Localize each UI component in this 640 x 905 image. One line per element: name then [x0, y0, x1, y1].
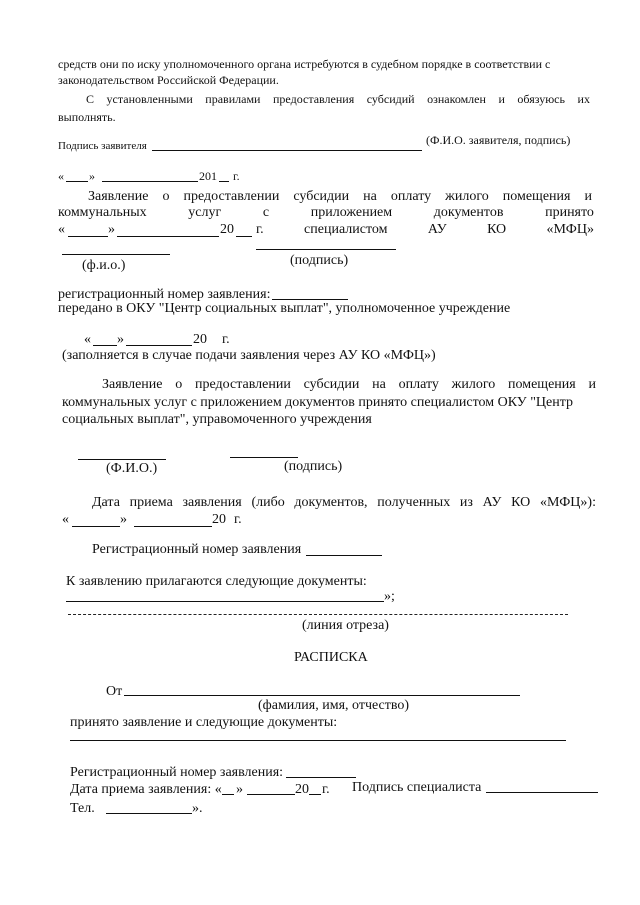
date-month-field[interactable]	[126, 345, 192, 346]
registration-label: Регистрационный номер заявления	[92, 542, 302, 557]
signature-label: Подпись заявителя	[58, 140, 147, 152]
word: и	[588, 377, 596, 392]
word: субсидий	[366, 92, 415, 106]
word: Заявление	[102, 377, 163, 392]
word: КО	[511, 495, 531, 510]
word: субсидии	[293, 189, 350, 204]
signature-hint: (Ф.И.О. заявителя, подпись)	[426, 133, 571, 147]
date-suffix: г.	[233, 169, 240, 183]
registration-label: регистрационный номер заявления:	[58, 287, 271, 302]
note-line: (заполняется в случае подачи заявления через АУ КО «МФЦ»)	[62, 348, 436, 363]
word: (либо	[251, 495, 285, 510]
attachments-label: К заявлению прилагаются следующие документы:	[66, 574, 367, 589]
tel-field[interactable]	[106, 813, 192, 814]
date-open-quote: «	[62, 512, 69, 527]
date-year-field[interactable]	[219, 181, 229, 182]
paragraph-line: средств они по иску уполномоченного органа истребуются в судебном порядке в соответствии с	[58, 57, 551, 71]
date-close-quote: »	[117, 332, 124, 347]
date-suffix: г.	[322, 782, 330, 797]
word: приложением	[310, 205, 393, 220]
word: коммунальных	[58, 205, 147, 220]
date-month-field[interactable]	[117, 236, 219, 237]
signature-field[interactable]	[256, 249, 396, 250]
word: предоставлении	[195, 377, 291, 392]
word: субсидии	[303, 377, 360, 392]
cut-line	[68, 614, 568, 615]
signature-field[interactable]	[230, 457, 298, 458]
date-suffix: г.	[234, 512, 242, 527]
word: Заявление	[88, 189, 149, 204]
word: их	[577, 92, 590, 106]
word: установленными	[106, 92, 193, 106]
date-day-field[interactable]	[93, 345, 117, 346]
word: помещения	[507, 377, 576, 392]
date-label: Дата приема заявления: «	[70, 782, 222, 797]
word: правилами	[205, 92, 261, 106]
date-open-quote: «	[58, 222, 65, 237]
date-year-field[interactable]	[309, 794, 321, 795]
fio-field[interactable]	[78, 459, 166, 460]
word: обязуюсь	[517, 92, 565, 106]
date-year: 201	[199, 169, 217, 183]
word: жилого	[445, 189, 489, 204]
word: С	[86, 92, 95, 106]
block2-line2: коммунальных услуг с приложением документов принято специалистом ОКУ "Центр	[62, 395, 574, 410]
date-open-quote: «	[84, 332, 91, 347]
specialist-signature-field[interactable]	[486, 792, 598, 793]
word: АУ	[427, 222, 447, 237]
block2-line3: социальных выплат", управомоченного учреждения	[62, 412, 372, 427]
from-field[interactable]	[124, 695, 520, 696]
word: документов	[433, 205, 504, 220]
word: предоставлении	[183, 189, 280, 204]
fio-hint: (Ф.И.О.)	[106, 461, 158, 476]
paragraph-line-justified	[86, 93, 590, 105]
date-day-field[interactable]	[66, 181, 88, 182]
signature-hint: (подпись)	[290, 253, 349, 268]
block1-line3-words	[256, 223, 594, 237]
word: на	[363, 189, 377, 204]
word: приема	[129, 495, 173, 510]
registration-label: Регистрационный номер заявления:	[70, 765, 284, 780]
word: на	[372, 377, 386, 392]
word: специалистом	[304, 222, 388, 237]
tel-label: Тел.	[70, 801, 95, 816]
date-month-field[interactable]	[247, 794, 295, 795]
tel-line-end: ».	[192, 801, 203, 816]
word: «МФЦ»):	[539, 495, 596, 510]
word: ознакомлен	[427, 92, 486, 106]
cut-line-label: (линия отреза)	[302, 618, 389, 633]
date-open-quote: «	[58, 169, 64, 183]
transfer-line: передано в ОКУ "Центр социальных выплат", уполномоченное учреждение	[58, 301, 511, 316]
date-close-quote: »	[120, 512, 127, 527]
attachments-line-end: »;	[384, 589, 395, 604]
accepted-line: принято заявление и следующие документы:	[70, 715, 338, 730]
date-day-field[interactable]	[222, 794, 234, 795]
signature-field[interactable]	[152, 150, 422, 151]
word: Дата	[92, 495, 120, 510]
specialist-signature-label: Подпись специалиста	[352, 780, 482, 795]
date-close-quote: »	[236, 782, 243, 797]
paragraph-line: законодательством Российской Федерации.	[58, 73, 279, 87]
word: КО	[487, 222, 507, 237]
receipt-title: РАСПИСКА	[294, 650, 368, 665]
word: оплату	[390, 189, 432, 204]
word: предоставления	[273, 92, 355, 106]
documents-field[interactable]	[70, 740, 566, 741]
date-suffix: г.	[222, 332, 230, 347]
date-year: 20	[295, 782, 309, 797]
date-close-quote: »	[89, 169, 95, 183]
word: и	[498, 92, 505, 106]
date-year: 20	[193, 332, 207, 347]
word: принято	[545, 205, 594, 220]
word: «МФЦ»	[546, 222, 594, 237]
word: АУ	[482, 495, 502, 510]
word: заявления	[182, 495, 242, 510]
word: полученных	[377, 495, 451, 510]
registration-number-field[interactable]	[306, 555, 382, 556]
block1-line2	[58, 206, 594, 220]
registration-number-field[interactable]	[272, 299, 348, 300]
word: о	[175, 377, 183, 392]
word: помещения	[502, 189, 571, 204]
signature-hint: (подпись)	[284, 459, 343, 474]
attachments-field[interactable]	[66, 601, 384, 602]
date-year-field[interactable]	[236, 236, 252, 237]
fio-field[interactable]	[62, 254, 170, 255]
fio-hint: (ф.и.о.)	[82, 258, 126, 273]
date-close-quote: »	[108, 222, 115, 237]
date-month-field[interactable]	[102, 181, 198, 182]
date-year: 20	[220, 222, 234, 237]
date-day-field[interactable]	[72, 526, 120, 527]
word: и	[584, 189, 592, 204]
from-label: От	[106, 684, 123, 699]
word: услуг	[188, 205, 222, 220]
word: оплату	[398, 377, 439, 392]
date-day-field[interactable]	[68, 236, 108, 237]
word: из	[459, 495, 473, 510]
word: с	[262, 205, 270, 220]
paragraph-line: выполнять.	[58, 110, 116, 124]
from-hint: (фамилия, имя, отчество)	[258, 698, 410, 713]
word: г.	[256, 222, 264, 237]
word: о	[162, 189, 170, 204]
block3-line1	[92, 496, 596, 510]
word: документов,	[294, 495, 368, 510]
word: жилого	[451, 377, 496, 392]
registration-number-field[interactable]	[286, 777, 356, 778]
date-month-field[interactable]	[134, 526, 212, 527]
block1-line1	[88, 190, 592, 204]
date-year: 20	[212, 512, 226, 527]
block2-line1	[102, 378, 596, 392]
